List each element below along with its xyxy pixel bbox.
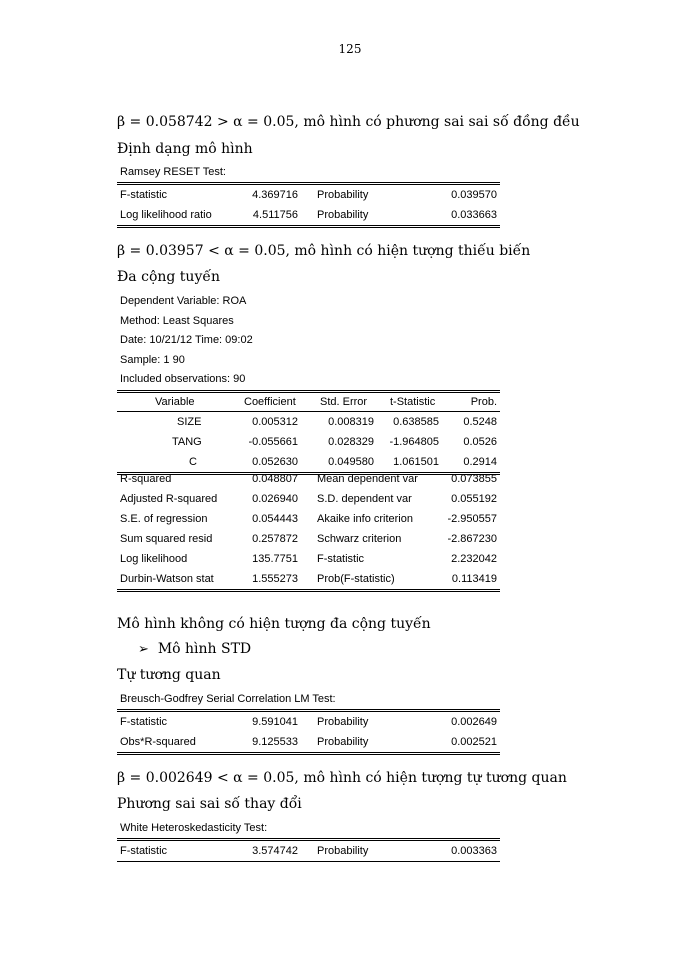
bullet-text: Mô hình STD	[157, 641, 252, 657]
column-header: t-Statistic	[390, 396, 436, 408]
table-row	[117, 432, 500, 452]
section-heading-multicollinearity: Đa cộng tuyến	[117, 269, 220, 285]
stat-label: Adjusted R-squared	[120, 493, 218, 505]
prob-label: Probability	[317, 209, 369, 221]
dependent-variable-line: Dependent Variable: ROA	[120, 295, 247, 307]
stat-value: 4.369716	[252, 189, 298, 201]
prob-value: 0.002521	[451, 736, 497, 748]
stat-value: 135.7751	[252, 553, 298, 565]
stat-value: 9.125533	[252, 736, 298, 748]
regression-stats-table	[117, 469, 500, 592]
stat-value: 0.257872	[252, 533, 298, 545]
stat-label: Log likelihood	[120, 553, 188, 565]
column-header: Coefficient	[244, 396, 296, 408]
stat-label-2: Prob(F-statistic)	[317, 573, 395, 585]
ramsey-test-title: Ramsey RESET Test:	[120, 166, 226, 178]
column-header: Std. Error	[320, 396, 368, 408]
stat-label: Durbin-Watson stat	[120, 573, 214, 585]
prob-value: 0.033663	[451, 209, 497, 221]
stat-label: Sum squared resid	[120, 533, 213, 545]
std-error-value: 0.008319	[328, 416, 374, 428]
table-row	[117, 732, 500, 752]
stat-value: 0.054443	[252, 513, 298, 525]
table-row	[117, 569, 500, 589]
table-row	[117, 841, 500, 861]
autocorrelation-conclusion-text: β = 0.002649 < α = 0.05, mô hình có hiện tượng tự tương quan	[117, 770, 567, 786]
prob-value: 0.2914	[463, 456, 497, 468]
stat-value-2: -2.950557	[447, 513, 497, 525]
ramsey-test-table	[117, 182, 500, 228]
missing-variable-conclusion-text: β = 0.03957 < α = 0.05, mô hình có hiện tượng thiếu biến	[117, 243, 531, 259]
prob-label: Probability	[317, 716, 369, 728]
section-heading-autocorrelation: Tự tương quan	[117, 667, 221, 683]
stat-label: F-statistic	[120, 716, 168, 728]
column-header: Variable	[155, 396, 195, 408]
bullet-item-std-model	[138, 641, 251, 657]
variable-name: TANG	[172, 436, 202, 448]
stat-label-2: Schwarz criterion	[317, 533, 402, 545]
stat-value-2: -2.867230	[447, 533, 497, 545]
stat-value: 9.591041	[252, 716, 298, 728]
included-observations-line: Included observations: 90	[120, 373, 246, 385]
stat-value-2: 0.073855	[451, 473, 497, 485]
section-heading-model-specification: Định dạng mô hình	[117, 141, 253, 157]
breusch-godfrey-test-title: Breusch-Godfrey Serial Correlation LM Test:	[120, 693, 336, 705]
stat-value: 3.574742	[252, 845, 298, 857]
prob-value: 0.003363	[451, 845, 497, 857]
white-test-title: White Heteroskedasticity Test:	[120, 822, 268, 834]
stat-value-2: 2.232042	[451, 553, 497, 565]
stat-label: S.E. of regression	[120, 513, 208, 525]
date-line: Date: 10/21/12 Time: 09:02	[120, 334, 253, 346]
column-header: Prob.	[470, 396, 497, 408]
table-row	[117, 712, 500, 732]
variable-name: SIZE	[177, 416, 202, 428]
multicollinearity-conclusion-text: Mô hình không có hiện tượng đa cộng tuyến	[117, 616, 431, 632]
t-statistic-value: 0.638585	[393, 416, 439, 428]
variable-name: C	[189, 456, 197, 468]
coefficient-value: -0.055661	[248, 436, 298, 448]
prob-value: 0.5248	[463, 416, 497, 428]
table-row	[117, 549, 500, 569]
table-row	[117, 205, 500, 225]
std-error-value: 0.028329	[328, 436, 374, 448]
method-line: Method: Least Squares	[120, 315, 234, 327]
prob-value: 0.039570	[451, 189, 497, 201]
arrow-bullet-icon: ➢	[138, 642, 149, 657]
t-statistic-value: 1.061501	[393, 456, 439, 468]
stat-value: 1.555273	[252, 573, 298, 585]
table-row	[117, 185, 500, 205]
table-row	[117, 489, 500, 509]
stat-label: F-statistic	[120, 845, 168, 857]
sample-line: Sample: 1 90	[120, 354, 185, 366]
table-row	[117, 469, 500, 489]
table-header-row	[117, 393, 500, 412]
breusch-godfrey-test-table	[117, 709, 500, 755]
coefficient-value: 0.005312	[252, 416, 298, 428]
stat-value: 0.026940	[252, 493, 298, 505]
stat-value-2: 0.055192	[451, 493, 497, 505]
prob-value: 0.0526	[463, 436, 497, 448]
prob-label: Probability	[317, 736, 369, 748]
page-number: 125	[338, 42, 362, 56]
stat-label-2: Akaike info criterion	[317, 513, 413, 525]
stat-label: Obs*R-squared	[120, 736, 196, 748]
prob-value: 0.002649	[451, 716, 497, 728]
table-row	[117, 412, 500, 432]
ramsey-conclusion-text: β = 0.058742 > α = 0.05, mô hình có phương sai sai số đồng đều	[117, 114, 580, 130]
coefficient-value: 0.052630	[252, 456, 298, 468]
std-error-value: 0.049580	[328, 456, 374, 468]
stat-label: R-squared	[120, 473, 172, 485]
stat-label: F-statistic	[120, 189, 168, 201]
white-test-table	[117, 838, 500, 862]
stat-value: 0.048807	[252, 473, 298, 485]
t-statistic-value: -1.964805	[389, 436, 439, 448]
stat-value-2: 0.113419	[451, 573, 497, 585]
stat-value: 4.511756	[252, 209, 298, 221]
coefficient-table	[117, 390, 500, 475]
stat-label-2: S.D. dependent var	[317, 493, 412, 505]
prob-label: Probability	[317, 189, 369, 201]
stat-label: Log likelihood ratio	[120, 209, 212, 221]
stat-label-2: Mean dependent var	[317, 473, 418, 485]
prob-label: Probability	[317, 845, 369, 857]
table-row	[117, 529, 500, 549]
table-row	[117, 509, 500, 529]
stat-label-2: F-statistic	[317, 553, 365, 565]
section-heading-heteroskedasticity: Phương sai sai số thay đổi	[117, 796, 302, 812]
